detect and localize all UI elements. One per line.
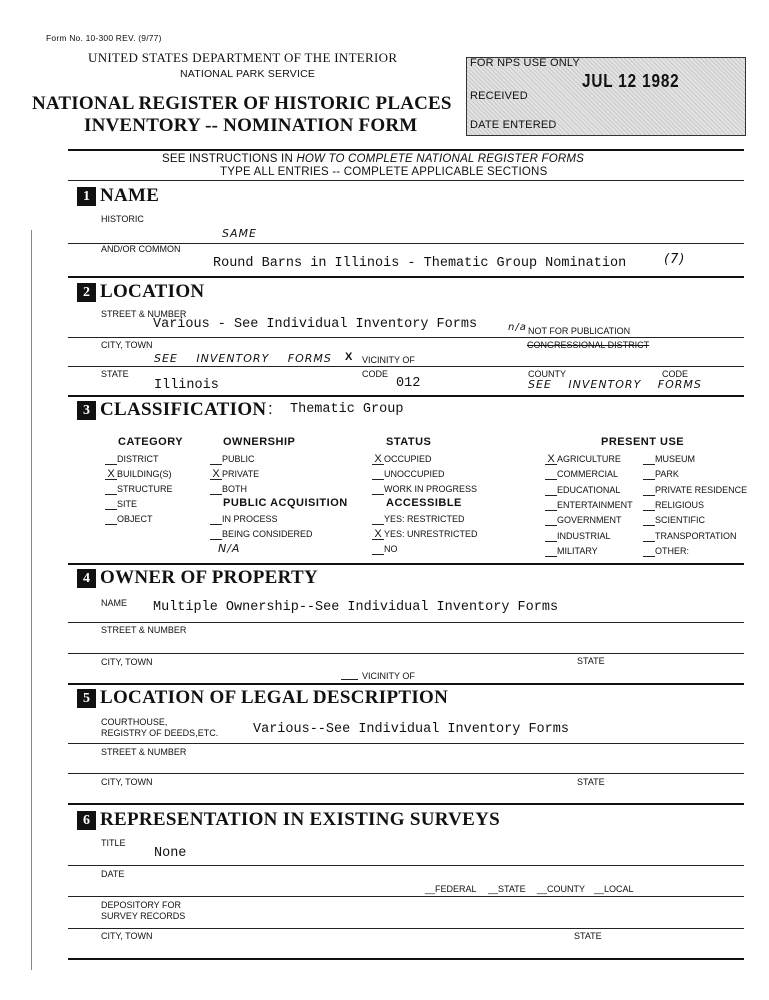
section-title-owner: OWNER OF PROPERTY	[100, 567, 319, 588]
not-for-publication-mark: n/a	[508, 322, 527, 333]
option-label: ENTERTAINMENT	[557, 499, 633, 510]
nps-use-label: FOR NPS USE ONLY	[470, 57, 580, 69]
ownership-header: OWNERSHIP	[223, 436, 296, 448]
checkbox-option[interactable]	[643, 454, 695, 465]
check-mark	[105, 455, 117, 465]
option-label: BOTH	[222, 484, 248, 494]
section-number: 6	[77, 811, 96, 830]
checkbox-option[interactable]	[643, 515, 705, 526]
section-number: 2	[77, 283, 96, 302]
field-line	[68, 896, 744, 897]
checkbox-option[interactable]	[643, 531, 737, 542]
check-mark	[372, 515, 384, 525]
street-label: STREET & NUMBER	[101, 309, 187, 319]
option-label: COMMERCIAL	[557, 469, 619, 480]
field-line	[68, 865, 744, 866]
checkbox-option[interactable]	[105, 484, 173, 495]
vicinity-mark: X	[345, 351, 353, 363]
option-label: AGRICULTURE	[557, 454, 621, 464]
checkbox-option[interactable]	[372, 469, 445, 480]
check-mark	[545, 470, 557, 480]
margin-note: (7)	[664, 252, 686, 267]
field-line	[68, 773, 744, 774]
field-line	[68, 653, 744, 654]
form-number: Form No. 10-300 REV. (9/77)	[46, 33, 162, 43]
survey-date-label: DATE	[101, 869, 125, 879]
check-mark	[545, 547, 557, 557]
section-title-name: NAME	[100, 185, 160, 206]
checkbox-option[interactable]	[105, 469, 172, 480]
owner-state-label: STATE	[577, 656, 605, 666]
checkbox-option[interactable]	[210, 484, 247, 495]
acquisition-note: N/A	[218, 542, 241, 555]
checkbox-option[interactable]	[372, 514, 465, 525]
option-label: PUBLIC	[222, 454, 255, 464]
option-label: YES: RESTRICTED	[384, 514, 465, 524]
section-number: 5	[77, 689, 96, 708]
status-header: STATUS	[386, 436, 432, 448]
county-label: COUNTY	[528, 369, 566, 379]
category-header: CATEGORY	[118, 436, 184, 448]
department-name: UNITED STATES DEPARTMENT OF THE INTERIOR	[88, 50, 398, 65]
option-label: MILITARY	[557, 545, 598, 556]
section-divider	[68, 276, 744, 278]
field-line	[68, 337, 744, 338]
section-divider	[68, 180, 744, 181]
check-mark: X	[372, 530, 384, 540]
checkbox-option[interactable]	[210, 529, 313, 540]
owner-name-value[interactable]: Multiple Ownership--See Individual Inventory Forms	[153, 600, 559, 615]
legal-state-label: STATE	[577, 777, 605, 787]
option-label: WORK IN PROGRESS	[384, 484, 478, 494]
checkbox-option[interactable]	[545, 469, 618, 480]
legal-street-label: STREET & NUMBER	[101, 747, 187, 757]
section-title-location: LOCATION	[100, 281, 205, 302]
section-title-classification: CLASSIFICATION	[100, 399, 267, 420]
section-divider	[68, 803, 744, 805]
check-mark: X	[105, 470, 117, 480]
checkbox-option[interactable]	[545, 531, 611, 542]
public-acquisition-header: PUBLIC ACQUISITION	[223, 497, 348, 509]
owner-city-label: CITY, TOWN	[101, 657, 153, 667]
section-divider	[68, 395, 744, 397]
courthouse-value[interactable]: Various--See Individual Inventory Forms	[253, 722, 569, 737]
instructions-line1: SEE INSTRUCTIONS IN HOW TO COMPLETE NATIONAL REGISTER FORMS	[162, 153, 585, 165]
check-mark	[643, 532, 655, 542]
check-mark	[545, 486, 557, 496]
check-mark	[545, 501, 557, 511]
historic-value[interactable]: SAME	[222, 227, 257, 240]
federal-option[interactable]: __FEDERAL	[425, 884, 477, 894]
registry-label: REGISTRY OF DEEDS,ETC.	[101, 728, 219, 738]
state-value[interactable]: Illinois	[154, 378, 219, 393]
checkbox-option[interactable]	[210, 454, 255, 465]
form-title-line2: INVENTORY -- NOMINATION FORM	[84, 115, 418, 136]
check-mark	[105, 515, 117, 525]
section-number: 4	[77, 569, 96, 588]
county-option[interactable]: __COUNTY	[537, 884, 586, 894]
bottom-divider	[68, 958, 744, 960]
owner-vicinity-label: VICINITY OF	[362, 671, 415, 681]
county-value[interactable]: SEE INVENTORY FORMS	[528, 378, 702, 391]
received-stamp: JUL 12 1982	[582, 71, 680, 91]
check-mark: X	[210, 470, 222, 480]
checkbox-option[interactable]	[545, 546, 598, 557]
check-mark	[210, 530, 222, 540]
field-line	[68, 743, 744, 744]
section-number: 1	[77, 187, 96, 206]
option-label: SCIENTIFIC	[655, 515, 706, 526]
checkbox-option[interactable]	[105, 514, 153, 525]
top-divider	[68, 149, 744, 151]
option-label: OBJECT	[117, 514, 153, 524]
survey-title-label: TITLE	[101, 838, 126, 848]
check-mark	[643, 486, 655, 496]
city-label: CITY, TOWN	[101, 340, 153, 350]
common-label: AND/OR COMMON	[101, 244, 181, 254]
section-title-legal-description: LOCATION OF LEGAL DESCRIPTION	[100, 687, 449, 708]
owner-street-label: STREET & NUMBER	[101, 625, 187, 635]
present-use-header: PRESENT USE	[601, 436, 685, 448]
survey-state-label: STATE	[574, 931, 602, 941]
section-divider	[68, 683, 744, 685]
option-label: OTHER:	[655, 545, 690, 556]
section-title-surveys: REPRESENTATION IN EXISTING SURVEYS	[100, 809, 501, 830]
check-mark	[210, 485, 222, 495]
checkbox-option[interactable]	[643, 485, 747, 496]
vicinity-blank[interactable]	[341, 679, 358, 680]
option-label: TRANSPORTATION	[655, 530, 737, 541]
check-mark	[643, 455, 655, 465]
form-title-line1: NATIONAL REGISTER OF HISTORIC PLACES	[32, 93, 452, 114]
option-label: INDUSTRIAL	[557, 530, 611, 541]
checkbox-option[interactable]	[643, 469, 679, 480]
check-mark	[643, 547, 655, 557]
option-label: UNOCCUPIED	[384, 469, 445, 479]
check-mark	[210, 455, 222, 465]
check-mark	[372, 485, 384, 495]
classification-colon: :	[268, 399, 273, 418]
checkbox-option[interactable]	[210, 469, 259, 480]
owner-name-label: NAME	[101, 598, 128, 608]
historic-label: HISTORIC	[101, 214, 144, 224]
code-value[interactable]: 012	[396, 376, 421, 391]
checkbox-option[interactable]	[210, 514, 278, 525]
vicinity-label: VICINITY OF	[362, 355, 415, 365]
local-option[interactable]: __LOCAL	[594, 884, 634, 894]
legal-city-label: CITY, TOWN	[101, 777, 153, 787]
checkbox-option[interactable]	[545, 485, 620, 496]
check-mark	[643, 501, 655, 511]
not-for-publication-label: NOT FOR PUBLICATION	[528, 326, 631, 336]
state-option[interactable]: __STATE	[488, 884, 526, 894]
county-code-label: CODE	[662, 369, 689, 379]
depository-label1: DEPOSITORY FOR	[101, 900, 182, 910]
check-mark	[105, 485, 117, 495]
checkbox-option[interactable]	[105, 499, 137, 510]
date-entered-label: DATE ENTERED	[470, 119, 557, 131]
option-label: OCCUPIED	[384, 454, 432, 464]
checkbox-option[interactable]	[372, 529, 478, 540]
option-label: BUILDING(S)	[117, 469, 172, 479]
common-value[interactable]: Round Barns in Illinois - Thematic Group Nomination	[213, 256, 627, 271]
checkbox-option[interactable]	[372, 484, 477, 495]
check-mark	[643, 470, 655, 480]
street-value[interactable]: Various - See Individual Inventory Forms	[153, 317, 478, 332]
accessible-header: ACCESSIBLE	[386, 497, 462, 509]
section-divider	[68, 563, 744, 565]
option-label: PARK	[655, 469, 679, 480]
received-label: RECEIVED	[470, 90, 528, 102]
check-mark	[105, 500, 117, 510]
checkbox-option[interactable]	[372, 454, 432, 465]
checkbox-option[interactable]	[545, 454, 621, 465]
state-label: STATE	[101, 369, 129, 379]
option-label: DISTRICT	[117, 454, 159, 464]
check-mark: X	[372, 455, 384, 465]
congressional-district-label: CONGRESSIONAL DISTRICT	[527, 340, 650, 350]
option-label: BEING CONSIDERED	[222, 529, 313, 539]
section-number: 3	[77, 401, 96, 420]
classification-subtitle: Thematic Group	[290, 402, 404, 417]
check-mark: X	[545, 455, 557, 465]
survey-city-label: CITY, TOWN	[101, 931, 153, 941]
code-label: CODE	[362, 369, 389, 379]
option-label: NO	[384, 544, 398, 554]
option-label: MUSEUM	[655, 454, 695, 464]
check-mark	[545, 516, 557, 526]
check-mark	[210, 515, 222, 525]
field-line	[68, 928, 744, 929]
courthouse-label: COURTHOUSE,	[101, 717, 168, 727]
option-label: PRIVATE	[222, 469, 260, 479]
checkbox-option[interactable]	[643, 546, 689, 557]
checkbox-option[interactable]	[545, 500, 633, 511]
checkbox-option[interactable]	[643, 500, 704, 511]
option-label: RELIGIOUS	[655, 499, 705, 510]
checkbox-option[interactable]	[545, 515, 622, 526]
checkbox-option[interactable]	[105, 454, 159, 465]
check-mark	[545, 532, 557, 542]
field-line	[68, 622, 744, 623]
binding-edge	[31, 230, 32, 970]
checkbox-option[interactable]	[372, 544, 398, 555]
survey-title-value[interactable]: None	[154, 846, 187, 861]
depository-label2: SURVEY RECORDS	[101, 911, 186, 921]
check-mark	[643, 516, 655, 526]
field-line	[68, 366, 744, 367]
option-label: GOVERNMENT	[557, 515, 622, 526]
check-mark	[372, 545, 384, 555]
option-label: YES: UNRESTRICTED	[384, 529, 478, 539]
instructions-line2: TYPE ALL ENTRIES -- COMPLETE APPLICABLE SECTIONS	[220, 166, 548, 178]
city-value[interactable]: SEE INVENTORY FORMS	[154, 352, 332, 365]
option-label: SITE	[117, 499, 138, 509]
service-name: NATIONAL PARK SERVICE	[180, 68, 316, 80]
option-label: EDUCATIONAL	[557, 484, 621, 495]
option-label: STRUCTURE	[117, 484, 173, 494]
option-label: IN PROCESS	[222, 514, 278, 524]
check-mark	[372, 470, 384, 480]
option-label: PRIVATE RESIDENCE	[655, 484, 748, 495]
